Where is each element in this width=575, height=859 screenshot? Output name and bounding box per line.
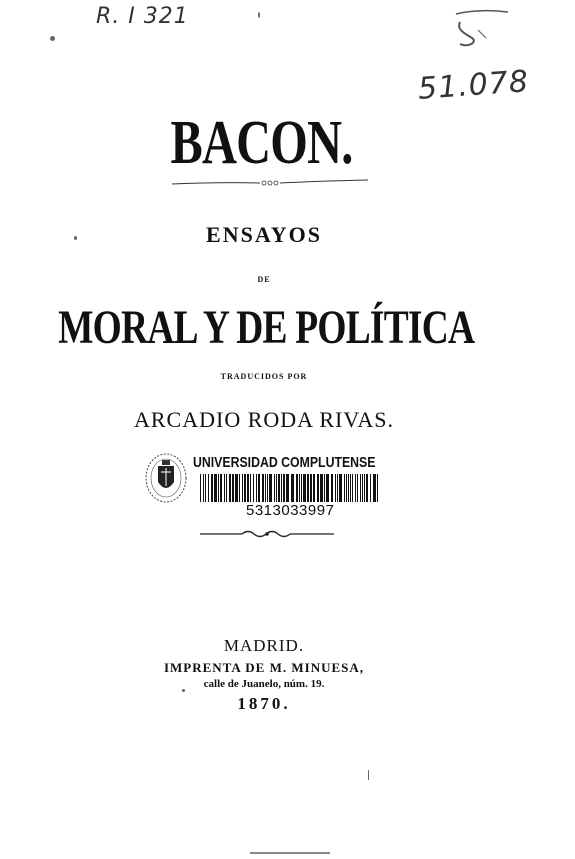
barcode-bar xyxy=(348,474,349,502)
barcode-bar xyxy=(303,474,306,502)
barcode-bar xyxy=(232,474,234,502)
scan-speck xyxy=(182,689,185,692)
barcode-bar xyxy=(364,474,365,502)
barcode-bar xyxy=(355,474,356,502)
barcode-bar xyxy=(218,474,219,502)
scan-speck xyxy=(368,770,369,780)
barcode-bar xyxy=(258,474,260,502)
barcode-bar xyxy=(256,474,257,502)
barcode xyxy=(200,474,380,502)
barcode-bar xyxy=(274,474,275,502)
barcode-bar xyxy=(307,474,309,502)
scan-speck xyxy=(50,36,55,41)
barcode-bar xyxy=(366,474,368,502)
imprint-printer: IMPRENTA DE M. MINUESA, xyxy=(163,660,365,675)
barcode-bar xyxy=(339,474,342,502)
barcode-bar xyxy=(200,474,201,502)
scan-edge-mark xyxy=(250,852,330,854)
barcode-bar xyxy=(317,474,319,502)
subtitle-connector: DE xyxy=(257,275,271,284)
divider-ornament xyxy=(198,527,336,541)
barcode-bar xyxy=(239,474,240,502)
book-title: BACON. xyxy=(170,109,353,177)
barcode-bar xyxy=(250,474,251,502)
barcode-bar xyxy=(331,474,333,502)
barcode-bar xyxy=(226,474,227,502)
barcode-bar xyxy=(242,474,243,502)
scan-speck xyxy=(258,12,260,18)
handwritten-s-mark xyxy=(452,8,512,48)
barcode-bar xyxy=(377,474,378,502)
handwritten-shelfmark: R. I 321 xyxy=(96,4,189,29)
barcode-bar xyxy=(326,474,329,502)
library-stamp xyxy=(138,444,394,524)
subtitle-ensayos: ENSAYOS xyxy=(206,222,322,247)
barcode-bar xyxy=(278,474,280,502)
barcode-bar xyxy=(269,474,272,502)
barcode-bar xyxy=(267,474,268,502)
barcode-bar xyxy=(253,474,254,502)
barcode-bar xyxy=(244,474,246,502)
barcode-bar xyxy=(362,474,363,502)
barcode-number: 5313033997 xyxy=(246,502,335,519)
barcode-bar xyxy=(276,474,277,502)
translator-name: ARCADIO RODA RIVAS. xyxy=(133,407,395,432)
barcode-bar xyxy=(235,474,238,502)
barcode-bar xyxy=(286,474,289,502)
barcode-bar xyxy=(335,474,336,502)
barcode-bar xyxy=(350,474,351,502)
barcode-bar xyxy=(301,474,302,502)
imprint-address: calle de Juanelo, núm. 19. xyxy=(203,678,325,690)
barcode-bar xyxy=(320,474,323,502)
scan-speck xyxy=(74,236,77,240)
barcode-bar xyxy=(229,474,231,502)
barcode-bar xyxy=(208,474,209,502)
barcode-bar xyxy=(291,474,294,502)
barcode-bar xyxy=(214,474,217,502)
barcode-bar xyxy=(346,474,347,502)
handwritten-catalog-number: 51.078 xyxy=(416,64,531,107)
barcode-bar xyxy=(220,474,222,502)
barcode-bar xyxy=(352,474,353,502)
barcode-bar xyxy=(337,474,338,502)
barcode-bar xyxy=(262,474,264,502)
imprint-city: MADRID. xyxy=(223,636,305,655)
barcode-bar xyxy=(296,474,298,502)
subtitle-moral-politica: MORAL Y DE POLÍTICA xyxy=(58,301,475,354)
barcode-bar xyxy=(203,474,204,502)
barcode-bar xyxy=(357,474,358,502)
barcode-bar xyxy=(373,474,376,502)
barcode-bar xyxy=(360,474,361,502)
barcode-bar xyxy=(211,474,213,502)
barcode-bar xyxy=(247,474,249,502)
barcode-bar xyxy=(205,474,206,502)
imprint-year: 1870. xyxy=(237,694,291,713)
barcode-bar xyxy=(281,474,282,502)
barcode-bar xyxy=(283,474,285,502)
barcode-bar xyxy=(224,474,225,502)
barcode-bar xyxy=(324,474,325,502)
barcode-bar xyxy=(344,474,345,502)
barcode-bar xyxy=(310,474,312,502)
barcode-bar xyxy=(370,474,371,502)
barcode-bar xyxy=(313,474,315,502)
university-seal-icon xyxy=(144,452,188,504)
translated-by-label: TRADUCIDOS POR xyxy=(220,372,308,381)
barcode-bar xyxy=(265,474,266,502)
title-rule-ornament xyxy=(170,176,370,190)
stamp-institution-name: UNIVERSIDAD COMPLUTENSE xyxy=(193,454,376,471)
barcode-bar xyxy=(299,474,300,502)
